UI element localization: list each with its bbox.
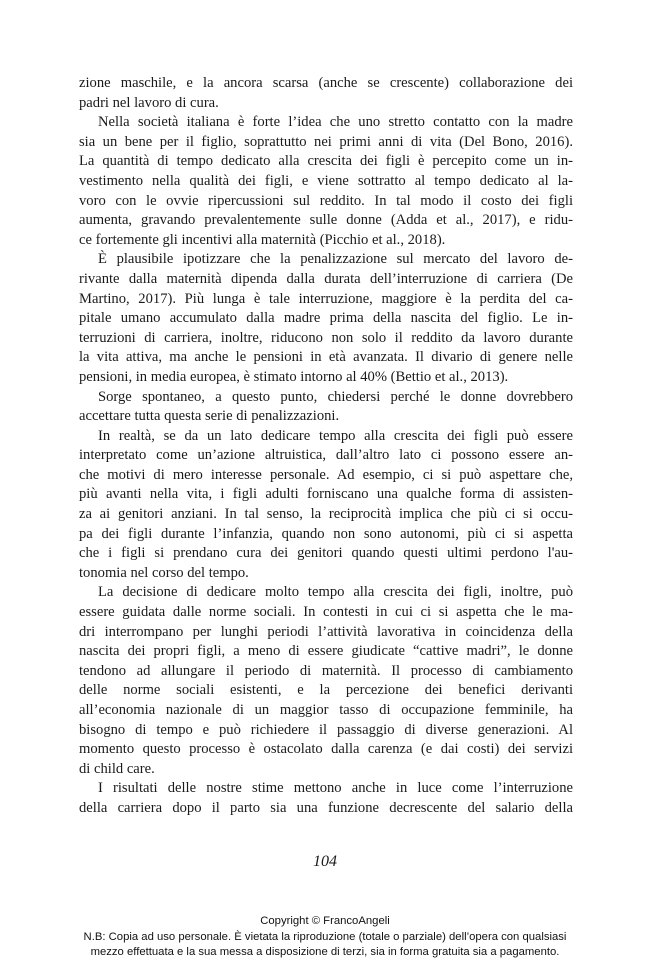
text-line: terruzioni di carriera, inoltre, riducono non solo il reddito da lavoro durante: [79, 329, 573, 346]
text-line: momento questo processo è ostacolato dalla carenza (e dai costi) dei servizi: [79, 741, 573, 758]
text-line: Sorge spontaneo, a questo punto, chiedersi perché le donne dovrebbero: [98, 388, 573, 405]
body-text: [79, 74, 573, 819]
text-line: rivante dalla maternità dipenda dalla durata dell’interruzione di carriera (De: [79, 270, 573, 287]
footer-copyright: Copyright © FrancoAngeli: [260, 915, 390, 927]
text-line: più avanti nella vita, i figli adulti forniscano una qualche forma di assisten-: [79, 486, 573, 503]
text-line: all’economia nazionale di un maggior tasso di occupazione femminile, ha: [79, 702, 573, 718]
text-line: tonomia nel corso del tempo.: [79, 564, 249, 581]
text-line: voro con le ovvie ripercussioni sul reddito. In tal modo il costo dei figli: [79, 192, 573, 209]
text-line: aumenta, gravando prevalentemente sulle donne (Adda et al., 2017), e ridu-: [79, 212, 573, 229]
text-line: Nella società italiana è forte l’idea che uno stretto contatto con la madre: [98, 114, 573, 131]
text-line: Martino, 2017). Più lunga è tale interruzione, maggiore è la perdita del ca-: [79, 290, 573, 307]
text-line: zione maschile, e la ancora scarsa (anche se crescente) collaborazione dei: [79, 75, 573, 91]
text-line: essere guidata dalle norme sociali. In contesti in cui ci si aspetta che le ma-: [79, 604, 573, 621]
text-line: accettare tutta questa serie di penalizzazioni.: [79, 408, 340, 425]
page-number: 104: [313, 853, 337, 870]
text-line: In realtà, se da un lato dedicare tempo alla crescita dei figli può essere: [98, 427, 573, 444]
text-line: ce fortemente gli incentivi alla maternità (Picchio et al., 2018).: [79, 231, 446, 248]
text-line: sia un bene per il figlio, soprattutto nei primi anni di vita (Del Bono, 2016).: [79, 133, 573, 150]
text-line: bisogno di tempo e può richiedere il passaggio di diverse generazioni. Al: [79, 721, 573, 738]
text-line: interpretato come un’azione altruistica, dall’altro lato ci possono essere an-: [79, 447, 573, 464]
text-line: la vita attiva, ma anche le pensioni in età avanzata. Il divario di genere nelle: [79, 349, 573, 366]
text-line: La quantità di tempo dedicato alla crescita dei figli è percepito come un in-: [79, 153, 573, 170]
text-line: za ai genitori anziani. In tal senso, la reciprocità implica che più ci si occu-: [79, 506, 573, 523]
footer-note-line-1: N.B: Copia ad uso personale. È vietata la riproduzione (totale o parziale) dell’opera con qualsiasi: [83, 931, 567, 943]
footer-note-line-2: mezzo effettuata e la sua messa a disposizione di terzi, sia in forma gratuita sia a pagamento.: [90, 946, 560, 958]
text-line: che motivi di mero interesse personale. Ad esempio, ci si può aspettare che,: [79, 466, 573, 483]
text-line: della carriera dopo il parto sia una funzione decrescente del salario della: [79, 799, 573, 816]
text-line: È plausibile ipotizzare che la penalizzazione sul mercato del lavoro de-: [98, 251, 573, 268]
text-line: di child care.: [79, 760, 155, 777]
text-line: pensioni, in media europea, è stimato intorno al 40% (Bettio et al., 2013).: [79, 368, 509, 385]
text-line: padri nel lavoro di cura.: [79, 94, 219, 111]
text-line: delle norme sociali esistenti, e la percezione dei benefici derivanti: [79, 682, 573, 699]
text-line: che i figli si prendano cura dei genitori quando questi ultimi perdono l'au-: [79, 545, 573, 562]
text-line: dri interrompano per lunghi periodi l’attività lavorativa in coincidenza della: [79, 623, 573, 640]
text-line: pa dei figli durante l’infanzia, quando non sono autonomi, più ci si aspetta: [79, 525, 573, 542]
text-line: nascita dei propri figli, a meno di essere giudicate “cattive madri”, le donne: [79, 643, 573, 660]
text-line: I risultati delle nostre stime mettono anche in luce come l’interruzione: [98, 780, 573, 797]
text-line: vestimento nella qualità dei figli, e viene sottratto al tempo dedicato al la-: [79, 172, 573, 189]
text-line: La decisione di dedicare molto tempo alla crescita dei figli, inoltre, può: [98, 584, 573, 601]
text-line: tendono ad allungare il periodo di maternità. Il processo di cambiamento: [79, 662, 573, 679]
text-line: pitale umano accumulato dalla madre prima della nascita del figlio. Le in-: [79, 310, 573, 327]
